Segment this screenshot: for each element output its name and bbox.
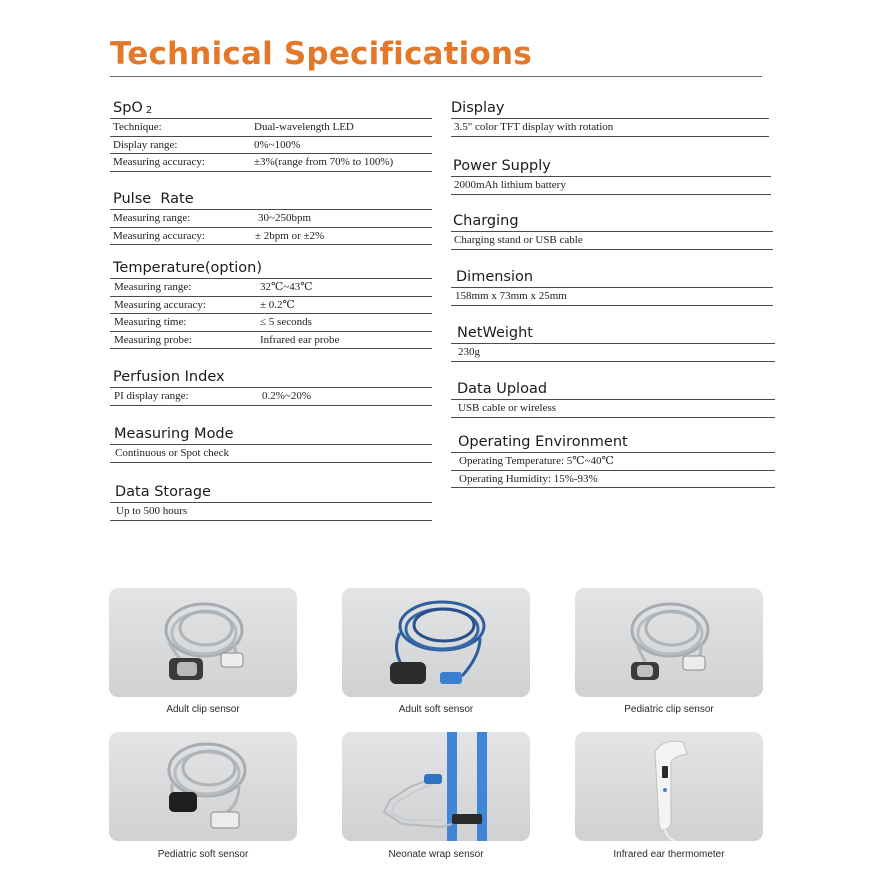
accessory-caption: Infrared ear thermometer [613, 849, 725, 860]
spec-key: Display range: [113, 138, 178, 151]
accessory-photo [342, 732, 530, 841]
spec-key: 2000mAh lithium battery [454, 179, 566, 191]
accessory-caption: Neonate wrap sensor [388, 849, 484, 860]
charging-section [451, 211, 775, 267]
accessory-photo [575, 588, 763, 697]
temperature-section [110, 258, 432, 348]
power-supply-heading: Power Supply [453, 158, 551, 174]
ear-thermometer-icon [575, 732, 763, 841]
perfusion-index-section [110, 367, 432, 424]
spec-key: Measuring accuracy: [113, 229, 205, 242]
spec-row [110, 297, 432, 315]
measuring-mode-heading: Measuring Mode [114, 426, 234, 442]
temperature-rows [110, 278, 432, 349]
spo2-section [110, 98, 432, 176]
neonate-wrap-sensor-icon [342, 732, 530, 841]
dimension-heading: Dimension [456, 269, 534, 285]
spec-row [110, 154, 432, 172]
spec-key: Measuring accuracy: [113, 156, 205, 168]
spec-row [110, 503, 432, 521]
spec-key: USB cable or wireless [458, 402, 557, 414]
spec-key: 230g [458, 346, 480, 358]
spec-value: Dual-wavelength LED [254, 121, 354, 133]
page-title: Technical Specifications [110, 36, 532, 72]
spec-row [451, 344, 775, 362]
spec-row [451, 400, 775, 418]
right-spec-column [451, 98, 775, 492]
spec-key: Up to 500 hours [116, 505, 188, 517]
net-weight-heading: NetWeight [457, 325, 533, 341]
data-storage-rows [110, 502, 432, 521]
data-upload-rows [451, 399, 775, 418]
spec-key: 158mm x 73mm x 25mm [455, 290, 567, 302]
spec-row [110, 119, 432, 137]
accessory-photo [109, 732, 297, 841]
adult-soft-sensor-icon [342, 588, 530, 697]
data-upload-heading: Data Upload [457, 381, 548, 397]
data-storage-section [110, 482, 432, 522]
pulse-rate-section [110, 189, 432, 258]
spec-row [451, 177, 771, 195]
measuring-mode-section [110, 424, 432, 482]
spec-row [110, 332, 432, 350]
net-weight-rows [451, 343, 775, 362]
net-weight-section [451, 323, 775, 379]
measuring-mode-rows [110, 444, 432, 463]
charging-heading: Charging [453, 213, 519, 229]
spec-value: ± 0.2℃ [260, 298, 295, 311]
spec-value: ± 2bpm or ±2% [255, 229, 325, 242]
accessory-photo [575, 732, 763, 841]
spec-key: Continuous or Spot check [115, 447, 229, 459]
spec-key: Technique: [113, 121, 162, 133]
adult-clip-sensor-icon [109, 588, 297, 697]
accessory-caption: Pediatric soft sensor [157, 849, 249, 860]
accessory-caption: Adult soft sensor [398, 704, 474, 715]
spec-row [451, 119, 769, 137]
spec-value: ±3%(range from 70% to 100%) [254, 156, 394, 168]
spec-value: 0.2%~20% [262, 390, 312, 402]
spec-row [110, 210, 432, 228]
pulse-rate-heading: Pulse Rate [113, 191, 194, 207]
operating-environment-heading: Operating Environment [458, 434, 628, 450]
charging-rows [451, 231, 773, 250]
spec-key: Measuring accuracy: [114, 298, 206, 311]
spec-row [451, 288, 773, 306]
spec-key: Charging stand or USB cable [454, 234, 583, 246]
spec-row [451, 471, 775, 489]
section-heading [110, 98, 432, 118]
left-spec-column [110, 98, 432, 522]
spec-key: Measuring time: [114, 316, 187, 328]
pediatric-soft-sensor-icon [109, 732, 297, 841]
spec-row [110, 137, 432, 155]
spec-value: 32℃~43℃ [260, 281, 313, 293]
display-rows [451, 118, 769, 137]
spec-key: Operating Temperature: 5℃~40℃ [459, 455, 614, 467]
operating-environment-section [451, 432, 775, 492]
dimension-rows [451, 287, 773, 306]
data-upload-section [451, 379, 775, 432]
display-section [451, 98, 775, 156]
accessory-caption: Pediatric clip sensor [624, 704, 714, 715]
perfusion-index-rows [110, 387, 432, 406]
spec-key: PI display range: [114, 390, 189, 402]
spec-row [110, 228, 432, 246]
spec-value: ≤ 5 seconds [260, 316, 312, 328]
spo2-heading: SpO [113, 100, 143, 116]
title-divider [110, 76, 762, 77]
perfusion-index-heading: Perfusion Index [113, 369, 225, 385]
spec-row [451, 232, 773, 250]
pediatric-clip-sensor-icon [575, 588, 763, 697]
spec-value: Infrared ear probe [260, 333, 340, 346]
spec-row [110, 279, 432, 297]
pulse-rate-rows [110, 209, 432, 245]
power-supply-rows [451, 176, 771, 195]
operating-environment-rows [451, 452, 775, 488]
spo2-heading-subscript: 2 [145, 105, 153, 116]
dimension-section [451, 267, 775, 323]
data-storage-heading: Data Storage [115, 484, 211, 500]
spec-key: Measuring probe: [114, 333, 192, 346]
spec-key: Measuring range: [113, 212, 191, 224]
spec-value: 0%~100% [254, 138, 301, 151]
spec-key: Operating Humidity: 15%-93% [459, 472, 598, 485]
spec-key: Measuring range: [114, 281, 192, 293]
display-heading: Display [451, 100, 505, 116]
temperature-heading: Temperature(option) [113, 260, 263, 276]
spec-row [110, 445, 432, 463]
accessory-photo [109, 588, 297, 697]
spec-row [451, 453, 775, 471]
accessory-caption: Adult clip sensor [166, 704, 240, 715]
spo2-rows [110, 118, 432, 172]
power-supply-section [451, 156, 775, 211]
spec-row [110, 388, 432, 406]
spec-key: 3.5" color TFT display with rotation [454, 121, 614, 133]
accessory-photo [342, 588, 530, 697]
spec-value: 30~250bpm [258, 212, 312, 224]
spec-row [110, 314, 432, 332]
